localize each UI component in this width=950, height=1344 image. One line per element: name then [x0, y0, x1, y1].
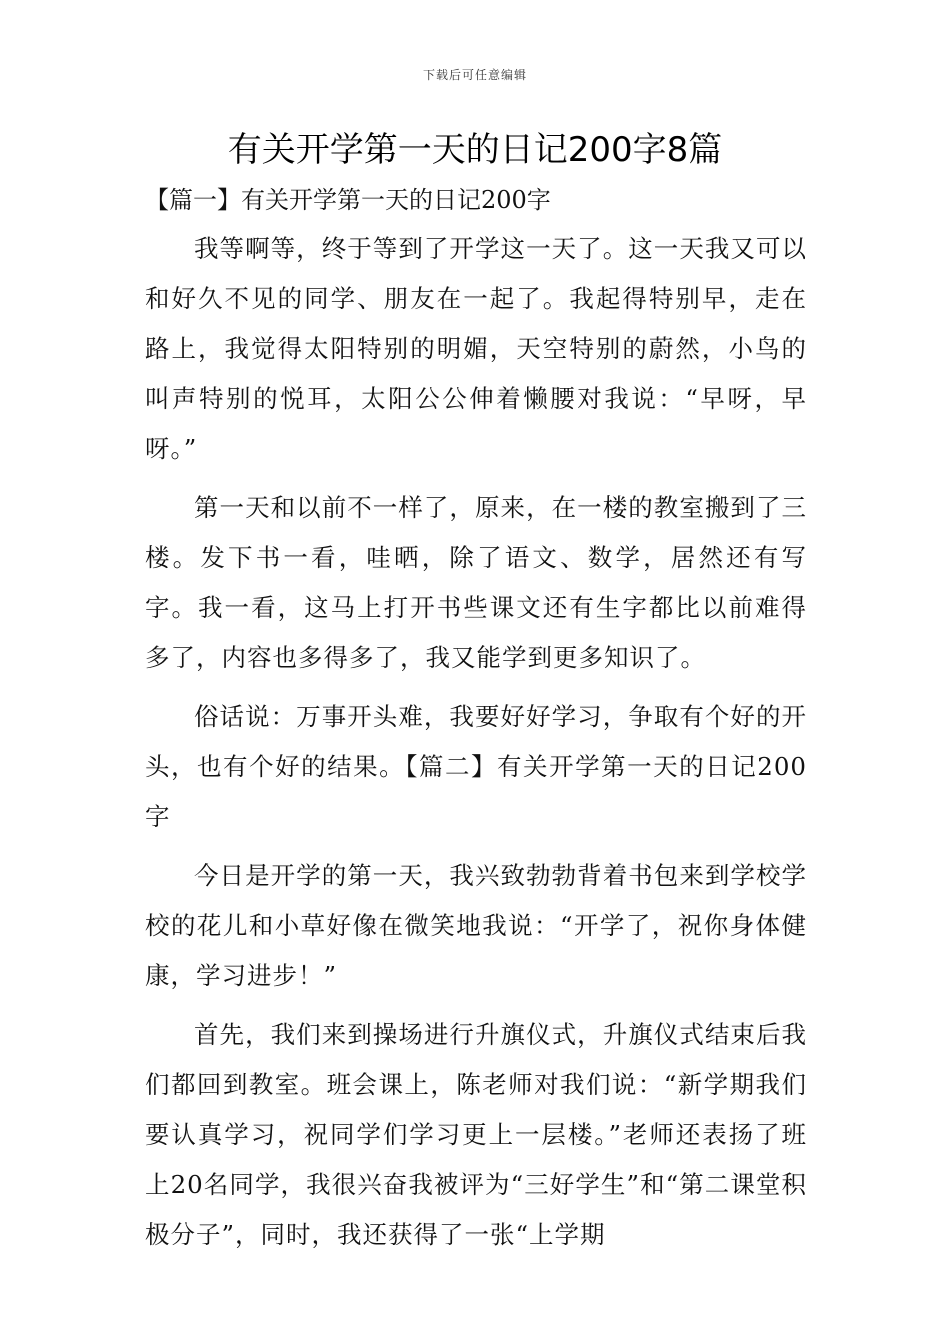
paragraph: 今日是开学的第一天，我兴致勃勃背着书包来到学校学校的花儿和小草好像在微笑地我说：“开学了，祝你身体健康，学习进步！” [145, 861, 807, 990]
section-heading: 【篇一】有关开学第一天的日记200字 [145, 186, 551, 214]
paragraph: 第一天和以前不一样了，原来，在一楼的教室搬到了三楼。发下书一看，哇晒，除了语文、数学，居然还有写字。我一看，这马上打开书些课文还有生字都比以前难得多了，内容也多得多了，我又能学到更多知识了。 [145, 493, 807, 672]
paragraph: 我等啊等，终于等到了开学这一天了。这一天我又可以和好久不见的同学、朋友在一起了。我起得特别早，走在路上，我觉得太阳特别的明媚，天空特别的蔚然，小鸟的叫声特别的悦耳，太阳公公伸着懒腰对我说：“早呀，早呀。” [145, 234, 807, 463]
document-title: 有关开学第一天的日记200字8篇 [227, 130, 723, 170]
paragraph: 首先，我们来到操场进行升旗仪式，升旗仪式结束后我们都回到教室。班会课上，陈老师对我们说：“新学期我们要认真学习，祝同学们学习更上一层楼。”老师还表扬了班上20名同学，我很兴奋我被评为“三好学生”和“第二课堂积极分子”，同时，我还获得了一张“上学期 [145, 1020, 807, 1249]
paragraph: 俗话说：万事开头难，我要好好学习，争取有个好的开头，也有个好的结果。【篇二】有关开学第一天的日记200字 [145, 702, 807, 831]
document-body [145, 224, 807, 1269]
header-note: 下载后可任意编辑 [422, 68, 527, 82]
